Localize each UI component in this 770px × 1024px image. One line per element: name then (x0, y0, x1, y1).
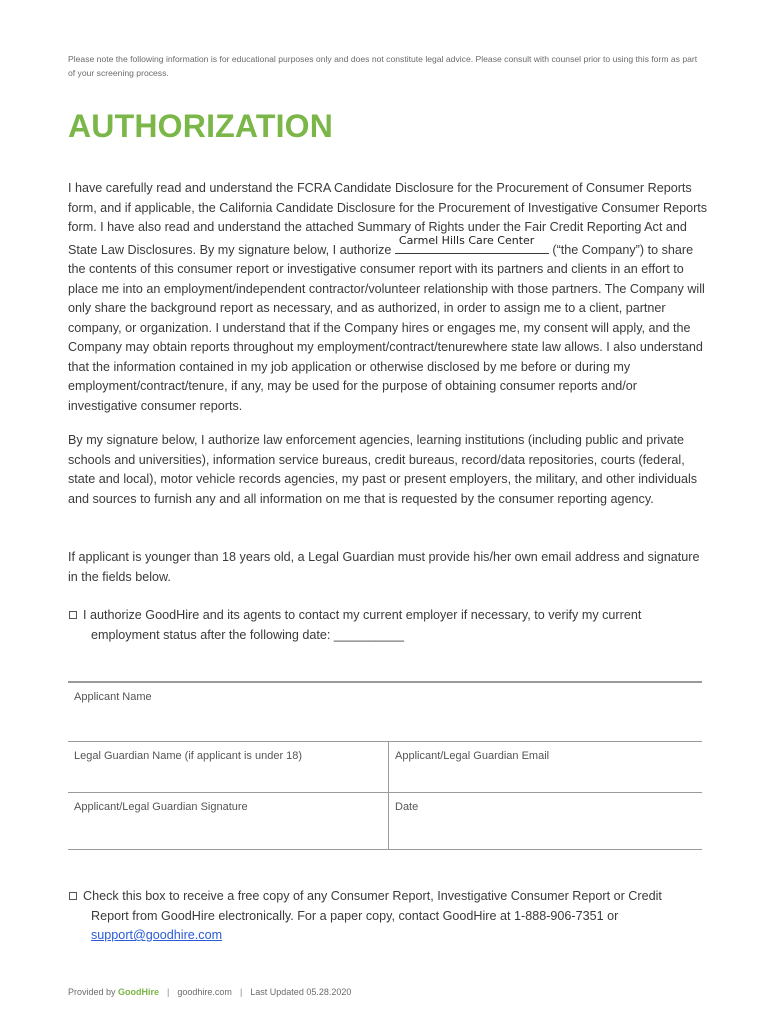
signature-form-table (68, 681, 702, 850)
contact-employer-label (83, 606, 708, 645)
footer-provided-by: Provided by (68, 987, 119, 997)
form-row-applicant (68, 683, 702, 742)
company-name-field[interactable] (395, 233, 549, 254)
applicant-name-field[interactable] (68, 683, 702, 741)
guardian-notice-paragraph: If applicant is younger than 18 years old, a Legal Guardian must provide his/her own email address and signature in the fields below. (68, 550, 700, 584)
form-row-guardian (68, 742, 702, 793)
page-title: AUTHORIZATION (68, 108, 334, 144)
footer-last-updated: Last Updated 05.28.2020 (250, 987, 352, 997)
applicant-name-label: Applicant Name (74, 691, 152, 703)
guardian-name-field[interactable] (68, 742, 388, 792)
free-copy-label (83, 887, 708, 946)
free-copy-checkbox[interactable] (69, 892, 77, 900)
date-label: Date (395, 801, 419, 813)
disclaimer-text: Please note the following information is for educational purposes only and does not constitute legal advice. Please consult with counsel prior to using this form as part of your screening process. (68, 54, 698, 78)
email-label: Applicant/Legal Guardian Email (395, 750, 550, 762)
support-email-wrapper (83, 926, 708, 946)
footer-separator: | (167, 987, 170, 997)
company-name-value: Carmel Hills Care Center (398, 233, 535, 247)
footer-separator: | (239, 987, 243, 997)
paragraph1-text-before: I have carefully read and understand the FCRA Candidate Disclosure for the Procurement of Consumer Reports form, and if applicable, the California Candidate Disclosure for the Procurement of Investigative Consumer Reports form. I have also read and understand the attached Summary of Rights under the Fair Credit Reporting Act and State Law Disclosures. By my signature below, I authorize (68, 181, 708, 257)
contact-employer-checkbox[interactable] (69, 611, 77, 619)
contact-employer-line1: I authorize GoodHire and its agents to contact my current employer if necessary, to verify my current (83, 608, 642, 622)
page-footer (68, 987, 351, 997)
contact-employer-consent (68, 606, 708, 645)
footer-brand: GoodHire (118, 987, 160, 997)
contact-employer-line2: employment status after the following date: __________ (91, 627, 404, 642)
authorization-sources-paragraph: By my signature below, I authorize law enforcement agencies, learning institutions (including public and private schools and universities), information service bureaus, credit bureaus, record/data repositories, courts (federal, state and local), motor vehicle records agencies, my past or present employers, the military, and other individuals and sources to furnish any and all information on me that is requested by the consumer reporting agency. (68, 433, 698, 506)
support-email-link[interactable]: support@goodhire.com (91, 928, 223, 942)
date-field[interactable] (388, 793, 702, 849)
form-row-signature (68, 793, 702, 850)
authorization-paragraph (68, 179, 708, 416)
paragraph1-text-after: (“the Company”) to share the contents of this consumer report or investigative consumer report with its partners and clients in an effort to place me into an employment/independent contractor/volunteer relationship with those partners. The Company will only share the background report as necessary, and as authorized, in order to assign me to a client, partner company, or organization. I understand that if the Company hires or engages me, my consent will apply, and the Company may obtain reports throughout my employment/contract/tenurewhere state law allows. I also understand that the information contained in my job application or otherwise disclosed by me before or during my employment/contract/tenure, if any, may be used for the purpose of obtaining consumer reports and/or investigative consumer reports. (68, 242, 705, 413)
footer-website[interactable]: goodhire.com (177, 987, 232, 997)
email-field[interactable] (388, 742, 702, 792)
free-copy-consent (68, 887, 708, 946)
signature-field[interactable] (68, 793, 388, 849)
free-copy-line1: Check this box to receive a free copy of any Consumer Report, Investigative Consumer Report or Credit (83, 889, 662, 903)
guardian-name-label: Legal Guardian Name (if applicant is under 18) (74, 750, 303, 762)
signature-label: Applicant/Legal Guardian Signature (74, 801, 248, 813)
free-copy-line2: Report from GoodHire electronically. For a paper copy, contact GoodHire at 1-888-906-7351 or (91, 908, 619, 923)
